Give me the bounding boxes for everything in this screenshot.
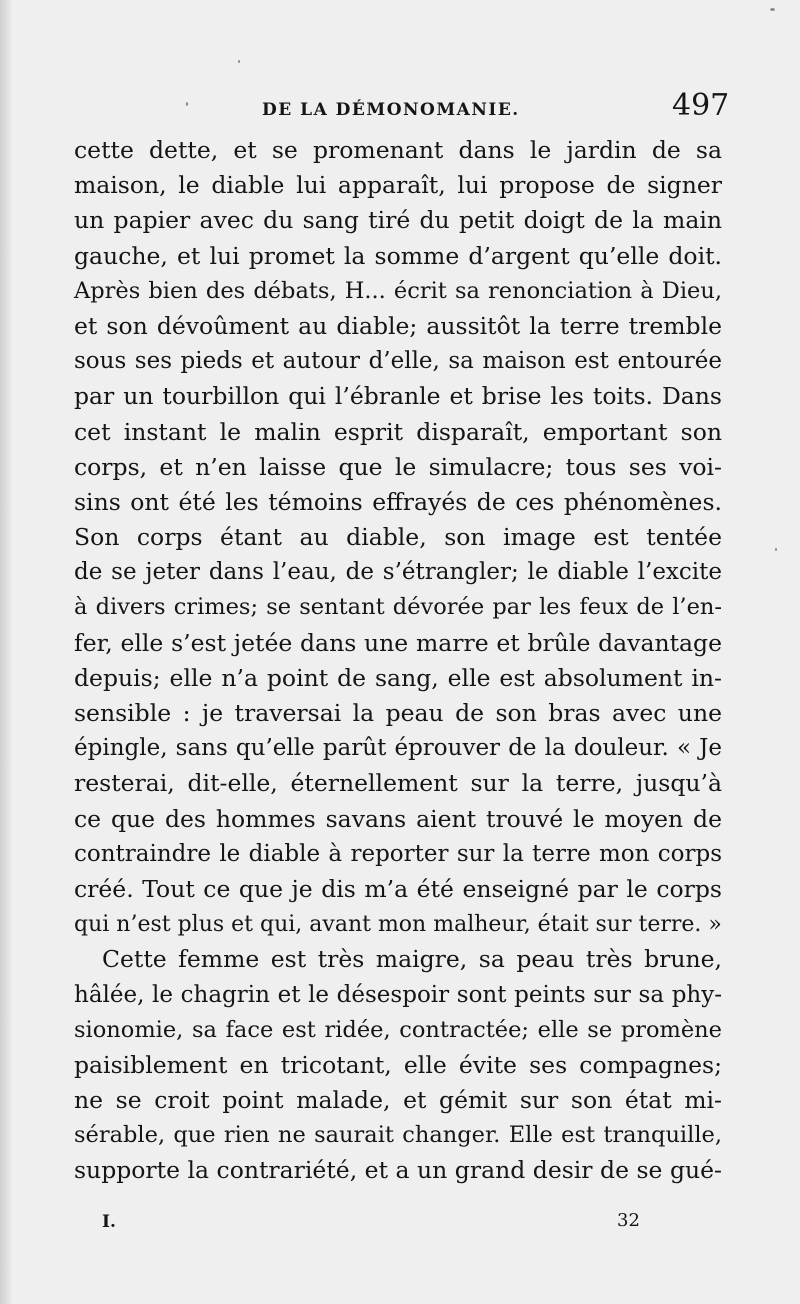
text-line: depuis; elle n’a point de sang, elle est absolument in-	[74, 663, 722, 692]
text-line: maison, le diable lui apparaît, lui propose de signer	[74, 171, 722, 200]
text-line: paisiblement en tricotant, elle évite ses compagnes;	[74, 1050, 722, 1079]
text-line: épingle, sans qu’elle parût éprouver de la douleur. « Je	[74, 735, 722, 762]
text-line: un papier avec du sang tiré du petit doigt de la main	[74, 206, 722, 235]
text-line: hâlée, le chagrin et le désespoir sont peints sur sa phy-	[74, 981, 722, 1008]
text-line: créé. Tout ce que je dis m’a été enseigné par le corps	[74, 874, 722, 903]
text-line: cette dette, et se promenant dans le jardin de sa	[74, 136, 722, 164]
text-line: resterai, dit-elle, éternellement sur la terre, jusqu’à	[74, 769, 722, 798]
text-line: contraindre le diable à reporter sur la terre mon corps	[74, 840, 722, 867]
text-line: qui n’est plus et qui, avant mon malheur, était sur terre. »	[74, 912, 722, 938]
page-number: 497	[672, 88, 730, 123]
text-line: Son corps étant au diable, son image est tentée	[74, 523, 722, 552]
text-line: sous ses pieds et autour d’elle, sa maison est entourée	[74, 348, 722, 375]
paper-speck	[770, 8, 775, 11]
page-header	[0, 88, 800, 128]
text-line: à divers crimes; se sentant dévorée par les feux de l’en-	[74, 594, 722, 621]
sheet-number: 32	[617, 1210, 640, 1231]
text-line: corps, et n’en laisse que le simulacre; tous ses voi-	[74, 452, 722, 481]
printer-signature: I.	[102, 1212, 116, 1232]
running-title: DE LA DÉMONOMANIE.	[262, 100, 520, 120]
text-line: fer, elle s’est jetée dans une marre et brûle davantage	[74, 628, 722, 657]
text-line: sérable, que rien ne saurait changer. Elle est tranquille,	[74, 1122, 722, 1149]
text-line: sionomie, sa face est ridée, contractée; elle se promène	[74, 1016, 722, 1043]
text-line: par un tourbillon qui l’ébranle et brise les toits. Dans	[74, 382, 722, 411]
page-footer	[0, 1208, 800, 1238]
text-line: sins ont été les témoins effrayés de ces phénomènes.	[74, 487, 722, 516]
text-line: ce que des hommes savans aient trouvé le moyen de	[74, 804, 722, 833]
text-line: ne se croit point malade, et gémit sur son état mi-	[74, 1086, 722, 1115]
text-line: gauche, et lui promet la somme d’argent qu’elle doit.	[74, 241, 722, 270]
page-edge	[0, 0, 12, 1304]
text-line: cet instant le malin esprit disparaît, emportant son	[74, 417, 722, 446]
text-line: de se jeter dans l’eau, de s’étrangler; le diable l’excite	[74, 559, 722, 586]
text-line: et son dévoûment au diable; aussitôt la terre tremble	[74, 311, 722, 340]
text-line: supporte la contrariété, et a un grand desir de se gué-	[74, 1156, 722, 1185]
body-text	[74, 133, 722, 1189]
paper-speck	[238, 60, 240, 63]
paragraph-first-line: Cette femme est très maigre, sa peau très brune,	[102, 945, 722, 974]
paper-speck	[775, 548, 777, 551]
text-line: sensible : je traversai la peau de son bras avec une	[74, 699, 722, 727]
text-line: Après bien des débats, H... écrit sa renonciation à Dieu,	[74, 277, 722, 304]
